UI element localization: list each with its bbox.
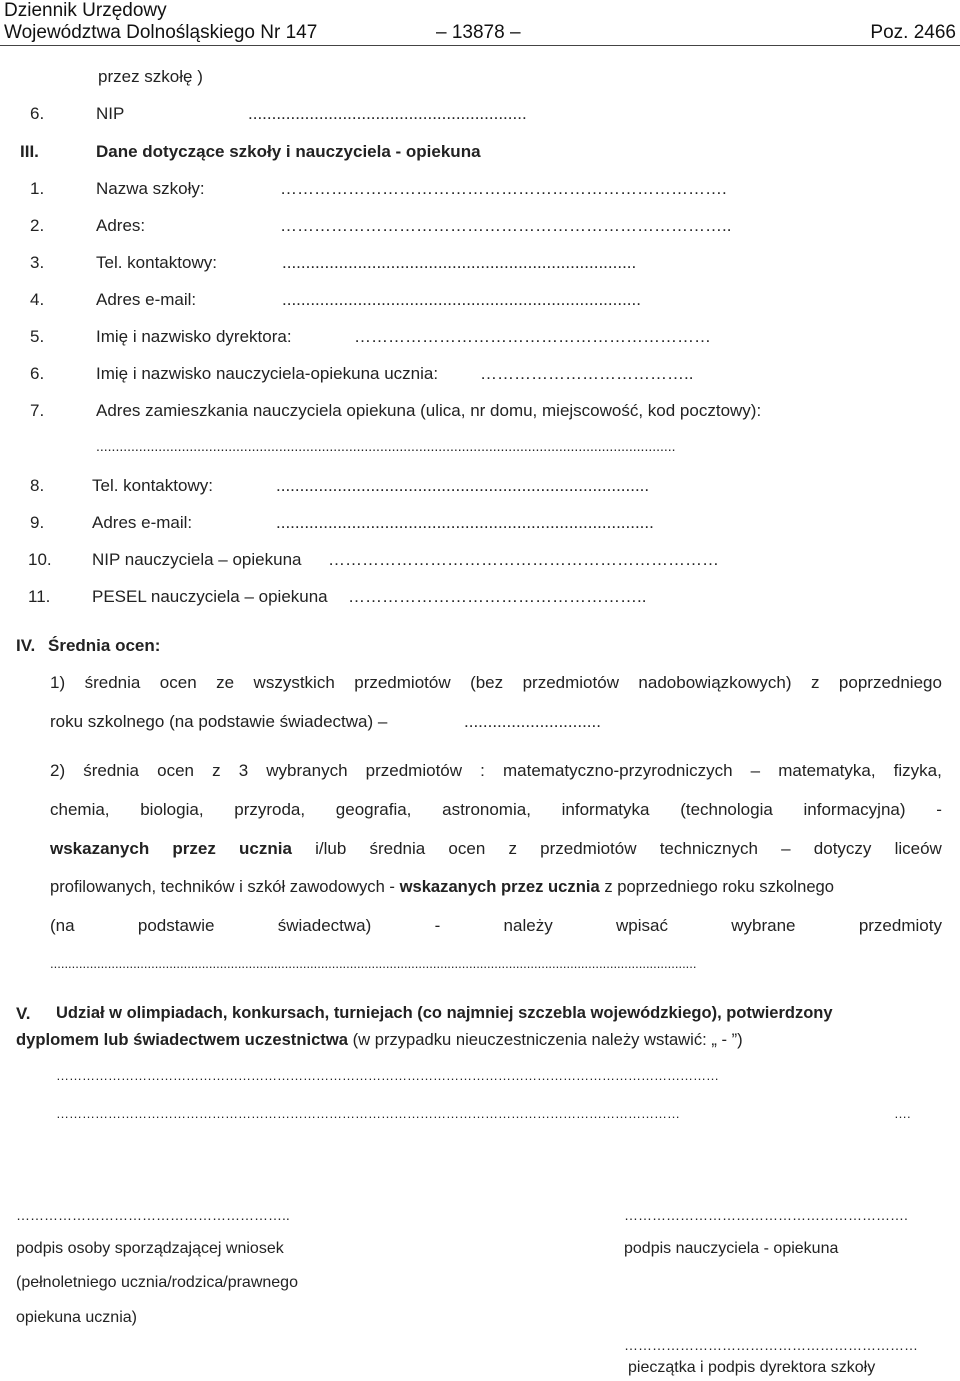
average-selected-line1: 2) średnia ocen z 3 wybranych przedmiotów : matematyczno-przyrodniczych – matematyka, fizyka, [50,761,942,780]
item-number: 9. [30,513,45,532]
school-name-label: Nazwa szkoły: [96,179,205,198]
school-phone-field[interactable]: ........................................................................... [282,253,637,272]
continuation-text: przez szkołę ) [98,67,203,86]
page-header [0,0,960,46]
section-roman: IV. [16,636,36,655]
school-address-field[interactable]: …………………………………………………………………….. [280,216,732,235]
section-title: Średnia ocen: [48,636,161,655]
school-address-label: Adres: [96,216,146,235]
competitions-field-1[interactable]: ……………………………………………………………………………………………………………………………………… [56,1068,719,1083]
item-number: 3. [30,253,45,272]
section-title-line2: dyplomem lub świadectwem uczestnictwa (w przypadku nieuczestniczenia należy wstawić: „ - ”) [16,1030,743,1049]
page-number: – 13878 – [436,22,521,43]
school-phone-label: Tel. kontaktowy: [96,253,217,272]
teacher-nip-field[interactable]: …………………………………………………………… [328,550,719,569]
item-number: 7. [30,401,45,420]
teacher-signature-label: podpis nauczyciela - opiekuna [624,1240,839,1257]
item-number: 1. [30,179,45,198]
nip-field[interactable]: ........................................................... [248,104,527,123]
item-number: 11. [28,587,51,606]
director-name-field[interactable]: ……………………………………………………… [354,327,711,346]
teacher-signature-field[interactable]: ……………………………………………………. [624,1207,908,1223]
section-roman: V. [16,1004,31,1023]
teacher-email-label: Adres e-mail: [92,513,193,532]
average-selected-line3: wskazanych przez ucznia i/lub średnia ocen z przedmiotów technicznych – dotyczy liceów [50,839,942,858]
competitions-field-tail: …. [894,1106,911,1121]
applicant-signature-label: podpis osoby sporządzającej wniosek [16,1240,284,1257]
teacher-nip-label: NIP nauczyciela – opiekuna [92,550,302,569]
item-number: 2. [30,216,45,235]
average-all-line2: roku szkolnego (na podstawie świadectwa) – [50,712,388,731]
applicant-signature-label-2: (pełnoletniego ucznia/rodzica/prawnego [16,1274,298,1291]
item-number: 6. [30,364,45,383]
header-rule [0,45,960,46]
average-selected-line2: chemia, biologia, przyroda, geografia, astronomia, informatyka (technologia informacyjna) - [50,800,942,819]
teacher-email-field[interactable]: ................................................................................ [276,513,654,532]
position-number: Poz. 2466 [870,22,956,43]
average-selected-line5: (na podstawie świadectwa) - należy wpisać wybrane przedmioty [50,916,942,935]
nip-label: NIP [96,104,125,123]
director-name-label: Imię i nazwisko dyrektora: [96,327,292,346]
item-number: 10. [28,550,52,569]
journal-region: Województwa Dolnośląskiego Nr 147 [4,22,318,43]
director-signature-label: pieczątka i podpis dyrektora szkoły [628,1359,876,1376]
director-signature-field[interactable]: ……………………………………………………… [624,1337,918,1353]
teacher-phone-label: Tel. kontaktowy: [92,476,213,495]
average-all-field[interactable]: ............................. [464,712,601,731]
competitions-field-2[interactable]: ……………………………………………………………………………………………………………………………… [56,1106,680,1121]
item-number: 4. [30,290,45,309]
teacher-name-label: Imię i nazwisko nauczyciela-opiekuna ucznia: [96,364,439,383]
average-selected-line4: profilowanych, techników i szkół zawodowych - wskazanych przez ucznia z poprzedniego roku szkolnego [50,877,835,896]
school-name-field[interactable]: ……………………………………………………………………. [280,179,727,198]
school-email-field[interactable]: ............................................................................ [282,290,641,309]
applicant-signature-field[interactable]: ………………………………………………….. [16,1207,290,1223]
applicant-signature-label-3: opiekuna ucznia) [16,1309,137,1326]
selected-subjects-field[interactable]: ................................................................................................................................................................................... [50,956,697,971]
average-all-line1: 1) średnia ocen ze wszystkich przedmiotów (bez przedmiotów nadobowiązkowych) z poprzedniego [50,673,942,692]
teacher-pesel-field[interactable]: …………………………………………….. [348,587,647,606]
section-title: Dane dotyczące szkoły i nauczyciela - opiekuna [96,142,481,161]
teacher-name-field[interactable]: ……………………………….. [480,364,694,383]
teacher-address-label: Adres zamieszkania nauczyciela opiekuna (ulica, nr domu, miejscowość, kod pocztowy): [96,401,762,420]
section-roman: III. [20,142,39,161]
journal-title: Dziennik Urzędowy [4,0,167,21]
school-email-label: Adres e-mail: [96,290,197,309]
teacher-pesel-label: PESEL nauczyciela – opiekuna [92,587,328,606]
item-number: 6. [30,104,45,123]
item-number: 5. [30,327,45,346]
teacher-address-field[interactable]: ..................................................................................................................................................... [96,438,676,454]
item-number: 8. [30,476,45,495]
teacher-phone-field[interactable]: ............................................................................... [276,476,650,495]
section-title: Udział w olimpiadach, konkursach, turniejach (co najmniej szczebla wojewódzkiego), potwierdzony [56,1004,833,1022]
